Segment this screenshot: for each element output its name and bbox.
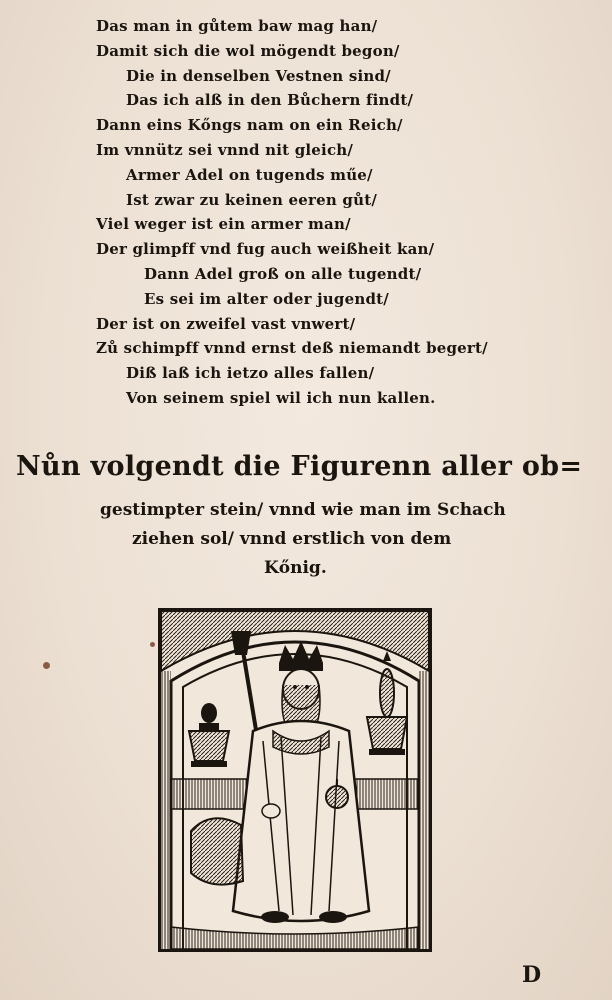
subheading-line: gestimpter stein/ vnnd wie man im Schach [100,500,506,520]
verse-line: Viel weger ist ein armer man/ [96,215,351,234]
verse-line: Dann eins Kőngs nam on ein Reich/ [96,116,403,135]
ink-spot [43,662,50,669]
king-woodcut-illustration [158,608,432,952]
verse-line: Die in denselben Vestnen sind/ [126,66,391,85]
subheading-line: Kőnig. [264,558,327,578]
verse-line: Von seinem spiel wil ich nun kallen. [126,388,436,407]
verse-line: Armer Adel on tugends műe/ [126,165,373,184]
verse-block [96,14,556,411]
verse-line: Das man in gůtem baw mag han/ [96,17,378,35]
section-heading: Nůn volgendt die Figurenn aller ob= [16,451,583,482]
verse-line: Ist zwar zu keinen eeren gůt/ [126,190,378,209]
verse-line: Im vnnütz sei vnnd nit gleich/ [96,140,354,159]
verse-line: Damit sich die wol mögendt begon/ [96,41,400,60]
ink-spot [150,642,155,647]
section-subheading [100,496,560,583]
verse-line: Zů schimpff vnnd ernst deß niemandt begert/ [96,339,488,358]
verse-line: Der ist on zweifel vast vnwert/ [96,314,356,333]
verse-line: Es sei im alter oder jugendt/ [144,289,389,308]
king-figure-icon [161,611,429,949]
subheading-line: ziehen sol/ vnnd erstlich von dem [132,529,452,549]
signature-mark: D [522,962,542,988]
verse-line: Das ich alß in den Bůchern findt/ [126,91,414,110]
verse-line: Der glimpff vnd fug auch weißheit kan/ [96,240,435,259]
verse-line: Diß laß ich ietzo alles fallen/ [126,364,375,383]
verse-line: Dann Adel groß on alle tugendt/ [144,264,422,283]
